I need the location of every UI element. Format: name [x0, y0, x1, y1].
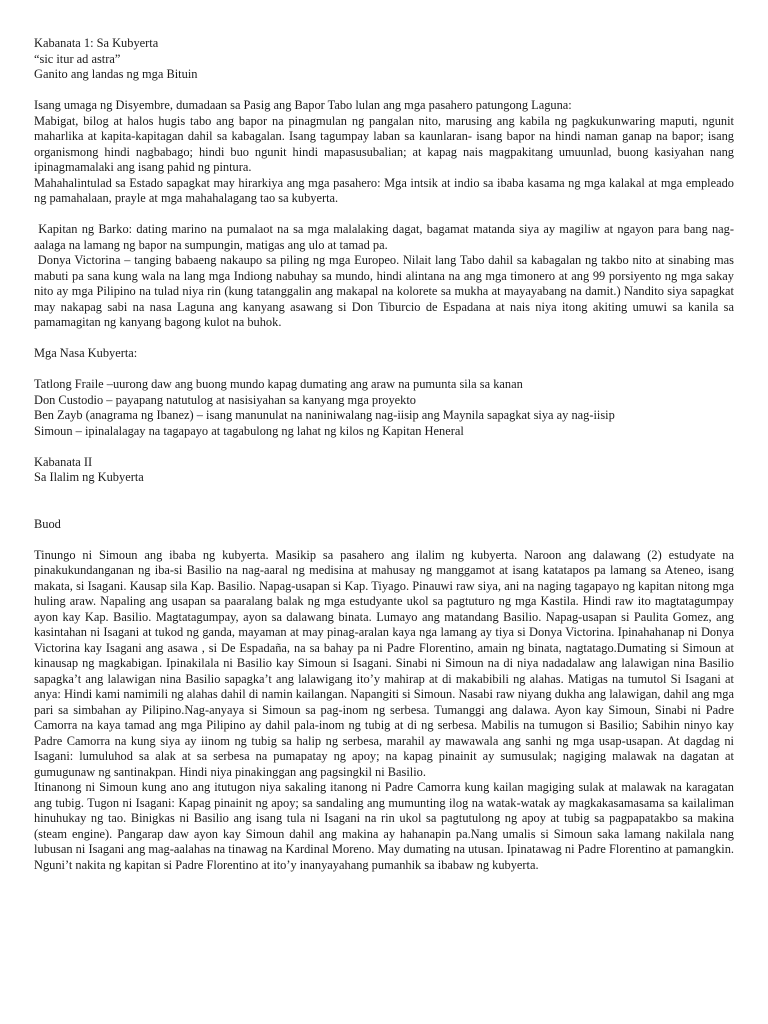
summary-paragraph: Itinanong ni Simoun kung ano ang itutugon niya sakaling itanong ni Padre Camorra kung kailan magiging sulak at malawak na karagatan ang tubig. Tugon ni Isagani: Kapag pinainit ng apoy; sa sandaling ang mumunting ilog na watak-watak ay magkakasamasama sa kailaliman hinuhukay ng tao. Binigkas ni Basilio ang isang tula ni Isagani na rin ukol sa pagtutulong ng apoy at tubig sa pagpapatakbo sa makina (steam engine). Pangarap daw ayon kay Simoun dahil ang makina ay hahanapin pa.Nang umalis si Simoun saka lamang nakilala nang lubusan ni Isagani ang mag-aalahas na tinawag na Kardinal Moreno. May dumating na utusan. Ipinatawag ni Padre Florentino at pamangkin. Nguni’t nakita ng kapitan si Padre Florentino at ito’y inanyayahang pumanhik sa ibabaw ng kubyerta.	[34, 780, 734, 872]
latin-motto: “sic itur ad astra”	[34, 51, 121, 66]
intro-paragraph: Mabigat, bilog at halos hugis tabo ang bapor na pinagmulan ng pangalan nito, marusing ang kabila ng pagkukunwaring maputi, ngunit maharlika at kapita-kapitagan dahil sa kabagalan. Isang tagumpay laban sa kaunlaran- isang bapor na hindi naman ganap na bapor; isang organismong hindi nagbabago; hindi buo ngunit hindi mapasusubalian; at kapag nais magpakitang umuunlad, buong kasiyahan nang ipinagmamalaki ang isang pahid ng pintura.	[34, 113, 734, 174]
captain-paragraph: Kapitan ng Barko: dating marino na pumalaot na sa mga malalaking dagat, bagamat matanda siya ay magiliw at ngayon para bang nag-aalaga na lamang ng bapor na sumpungin, matigas ang ulo at tamad pa.	[34, 222, 734, 252]
document-page	[34, 36, 738, 873]
summary-paragraph: Tinungo ni Simoun ang ibaba ng kubyerta. Masikip sa pasahero ang ilalim ng kubyerta. Naroon ang dalawang (2) estudyate na pinakukundanganan ng iba-si Basilio na nag-aaral ng medisina at mahusay ng manggamot at isang katatapos pa lamang sa Ateneo, isang makata, si Isagani. Kausap sila Kap. Basilio. Napag-usapan si Kap. Tiyago. Pinauwi raw siya, ani na naging tagapayo ng kapitan nitong mga huling araw. Napaling ang usapan sa paaralang balak ng mga estudyante ukol sa pagtuturo ng mga Kastila. Hindi raw ito magtatagumpay ayon kay Kap. Basilio. Magtatagumpay, ayon sa dalawang binata. Lumayo ang matandang Basilio. Napag-usapan si Paulita Gomez, ang kasintahan ni Isagani at tukod ng ganda, mayaman at may pinag-aralan kaya nga lamang ay tiya si Donya Victorina. Ipinahahanap ni Donya Victorina kay Isagani ang asawa , si De Espadaña, na sa bahay pa ni Padre Florentino, amain ng binata, nagtatago.Dumating si Simoun at kinausap ng magkabigan. Ipinakilala ni Basilio kay Simoun si Isagani. Sinabi ni Simoun na di niya nadadalaw ang lalawigan nina Basilio sapagka’t ang lalawigan nina Basilio sapagka’t ang lalawigang ito’y mahirap at di makabibili ng alahas. Matigas na tumutol Si Isagani at anya: Hindi kami namimili ng alahas dahil di namin kailangan. Napangiti si Simoun. Nasabi raw niyang dukha ang lalawigan, dahil ang mga pari sa simbahan ay Pilipino.Nag-anyaya si Simoun sa pag-inom ng serbesa. Tumanggi ang dalawa. Ayon kay Simoun, Sinabi ni Padre Camorra na kaya tamad ang mga Pilipino ay dahil pala-inom ng tubig at di ng serbesa. Mabilis na tumugon si Basilio; Sabihin ninyo kay Padre Camorra na kung siya ay iinom ng tubig sa halip ng serbesa, marahil ay mawawala ang sanhi ng mga usap-usapan. At dagdag ni Isagani: lumuluhod sa alak at sa serbesa na pumapatay ng apoy; na kapag pinainit ay sumusulak; nagiging malawak na dagatan at gumugunaw ng santinakpan. Hindi niya pinakinggan ang pagsingkil ni Basilio.	[34, 547, 734, 779]
deck-list-item: Tatlong Fraile –uurong daw ang buong mundo kapag dumating ang araw na pumunta sila sa kanan	[34, 377, 523, 391]
chapter1-title: Kabanata 1: Sa Kubyerta	[34, 36, 159, 50]
deck-list-item: Simoun – ipinalalagay na tagapayo at tagabulong ng lahat ng kilos ng Kapitan Heneral	[34, 423, 464, 438]
motto-translation: Ganito ang landas ng mga Bituin	[34, 67, 198, 81]
intro-paragraph: Mahahalintulad sa Estado sapagkat may hirarkiya ang mga pasahero: Mga intsik at indio sa ibaba kasama ng mga kalakal at mga empleado ng pamahalaan, prayle at mga mahahalagang tao sa kubyerta.	[34, 175, 734, 205]
deck-list-item: Don Custodio – payapang natutulog at nasisiyahan sa kanyang mga proyekto	[34, 392, 416, 407]
deck-heading: Mga Nasa Kubyerta:	[34, 346, 138, 360]
victorina-paragraph: Donya Victorina – tanging babaeng nakaupo sa piling ng mga Europeo. Nilait lang Tabo dahil sa kabagalan ng takbo nito at sinabing mas mabuti pa sana kung wala na lang mga Indiong nabuhay sa mundo, hindi alintana na ang mga timonero at ang 99 porsiyento ng mga sakay nito ay mga Pilipino na tulad niya rin (kung tatanggalin ang makapal na kolorete sa mukha at mayayabang na damit.) Nandito siya sapagkat may nakapag sabi na nasa Laguna ang kanyang asawang si Don Tiburcio de Espadana at nais niya itong akiting umuwi sa kanila sa pamamagitan ng kanyang bagong kulot na buhok.	[34, 253, 738, 329]
intro-paragraph: Isang umaga ng Disyembre, dumadaan sa Pasig ang Bapor Tabo lulan ang mga pasahero patungong Laguna:	[34, 98, 572, 112]
summary-heading: Buod	[34, 516, 61, 531]
chapter2-subtitle: Sa Ilalim ng Kubyerta	[34, 470, 144, 484]
deck-list-item: Ben Zayb (anagrama ng Ibanez) – isang manunulat na naniniwalang nag-iisip ang Maynila sapagkat siya ay nag-iisip	[34, 408, 615, 422]
chapter2-title: Kabanata II	[34, 454, 93, 469]
